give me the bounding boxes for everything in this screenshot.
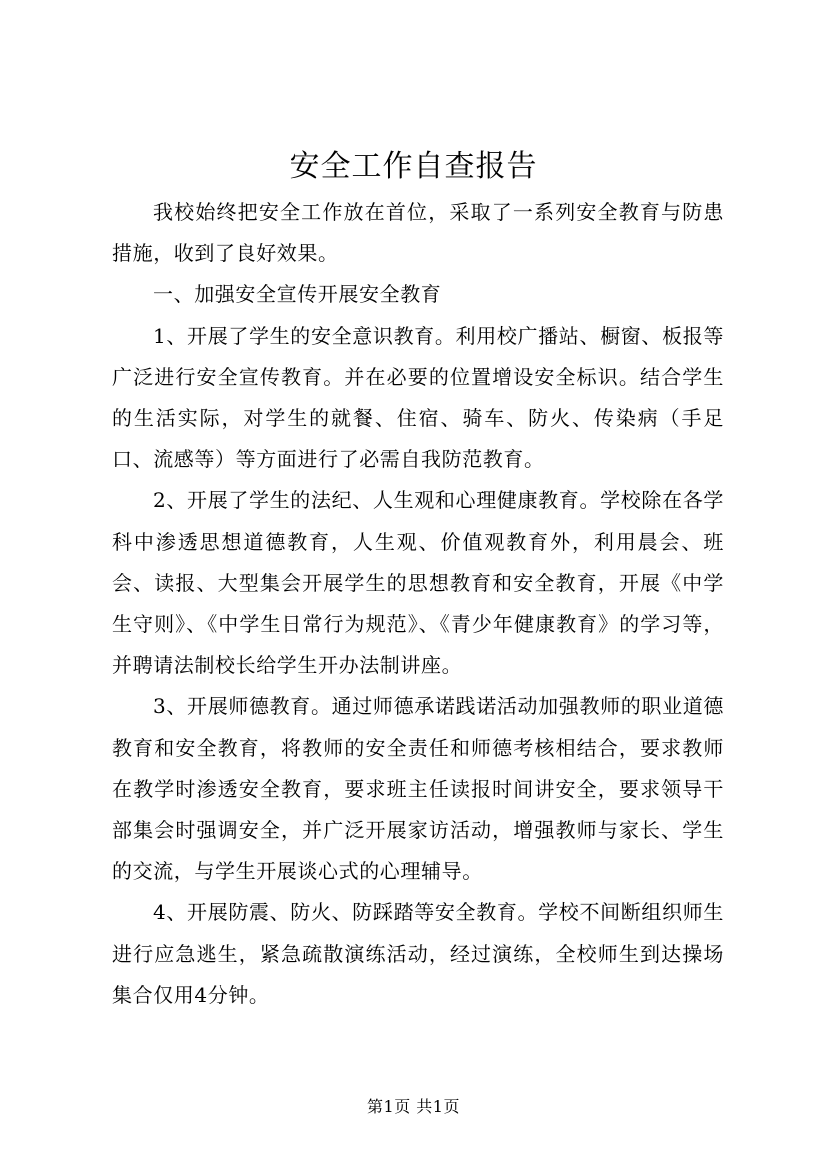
intro-paragraph: 我校始终把安全工作放在首位，采取了一系列安全教育与防患措施，收到了良好效果。 — [112, 200, 724, 266]
document-title: 安全工作自查报告 — [289, 149, 538, 184]
paragraph-item-1: 1、开展了学生的安全意识教育。利用校广播站、橱窗、板报等广泛进行安全宣传教育。并在必要的位置增设安全标识。结合学生的生活实际，对学生的就餐、住宿、骑车、防火、传染病（手足口、流感等）等方面进行了必需自我防范教育。 — [112, 323, 724, 472]
page-footer: 第1页 共1页 — [367, 1097, 460, 1116]
paragraph-item-2: 2、开展了学生的法纪、人生观和心理健康教育。学校除在各学科中渗透思想道德教育，人生观、价值观教育外，利用晨会、班会、读报、大型集会开展学生的思想教育和安全教育，开展《中学生守则》、《中学生日常行为规范》、《青少年健康教育》的学习等，并聘请法制校长给学生开办法制讲座。 — [112, 488, 724, 678]
section-heading: 一、加强安全宣传开展安全教育 — [153, 282, 442, 307]
document-body — [112, 192, 724, 1016]
paragraph-item-4: 4、开展防震、防火、防踩踏等安全教育。学校不间断组织师生进行应急逃生，紧急疏散演练活动，经过演练，全校师生到达操场集合仅用4分钟。 — [112, 900, 724, 1007]
paragraph-item-3: 3、开展师德教育。通过师德承诺践诺活动加强教师的职业道德教育和安全教育，将教师的安全责任和师德考核相结合，要求教师在教学时渗透安全教育，要求班主任读报时间讲安全，要求领导干部集会时强调安全，并广泛开展家访活动，增强教师与家长、学生的交流，与学生开展谈心式的心理辅导。 — [112, 694, 724, 884]
